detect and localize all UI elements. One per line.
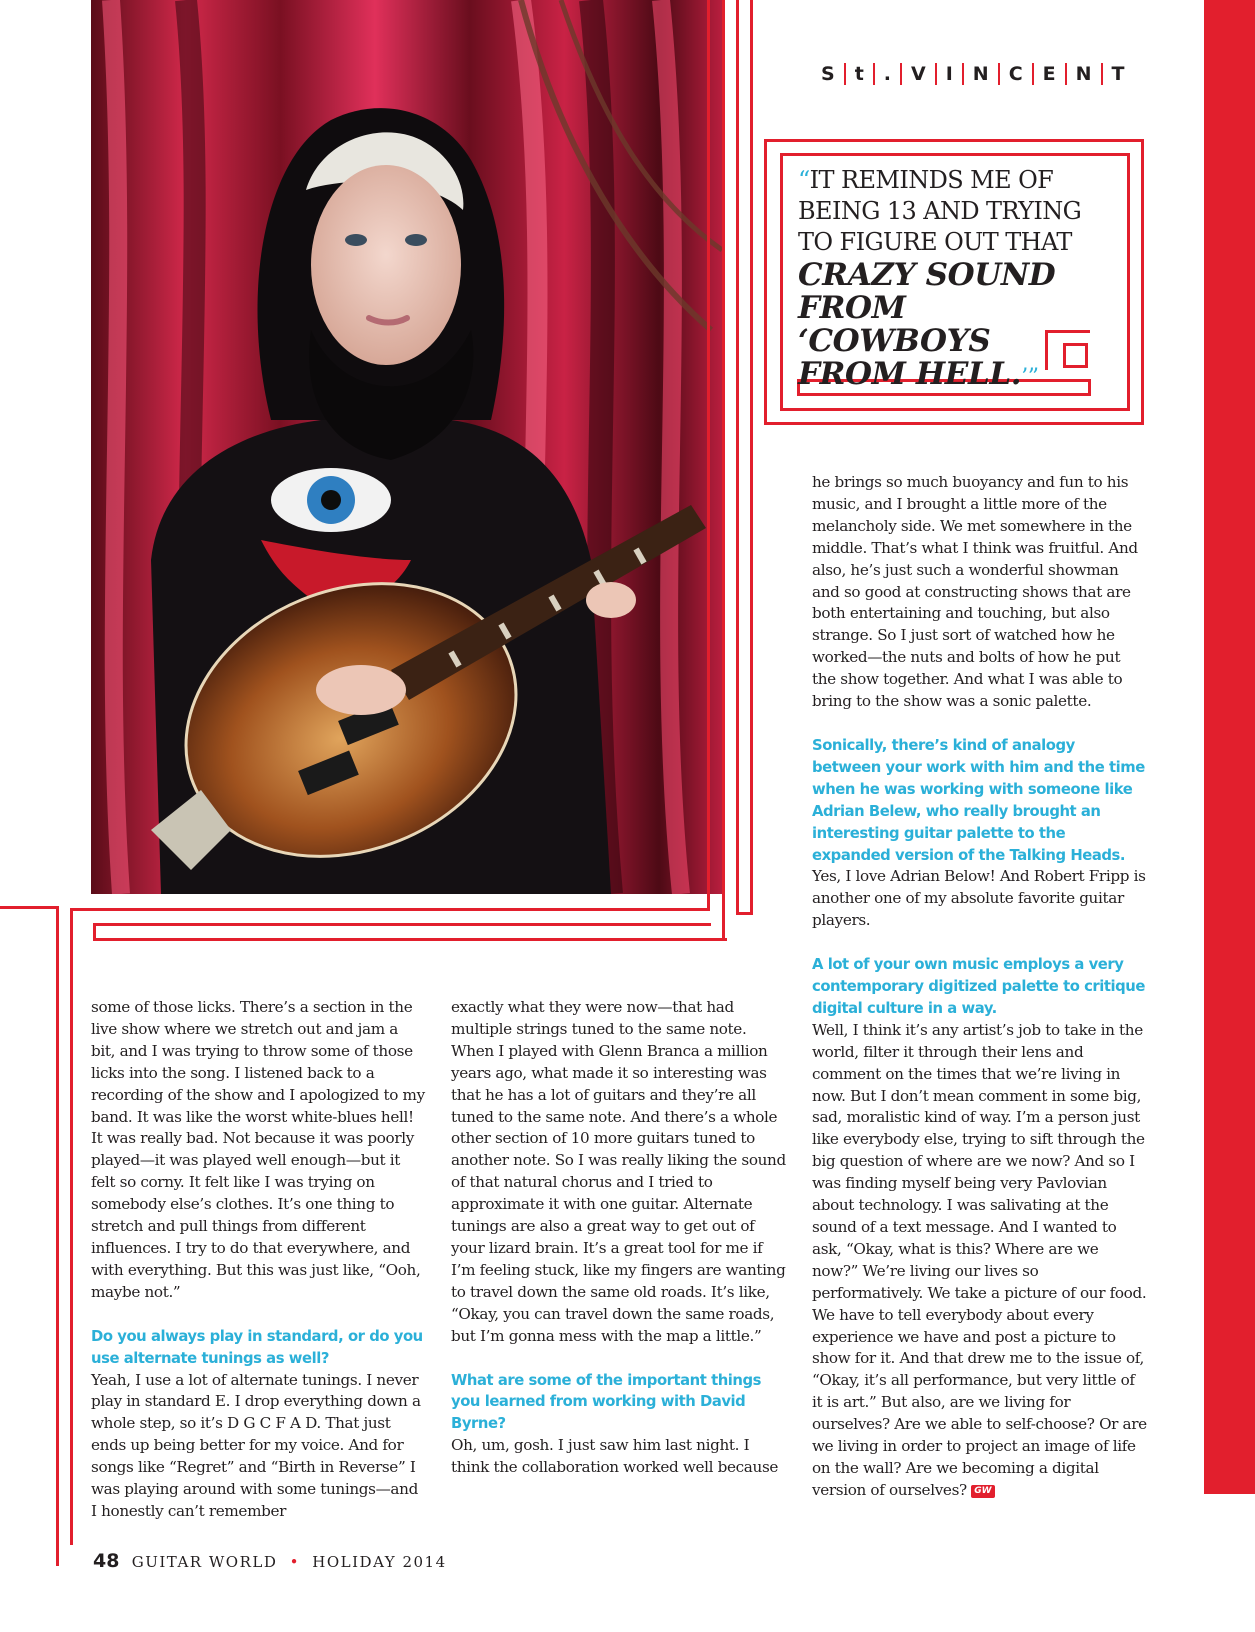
interview-answer: Oh, um, gosh. I just saw him last night. I think the collaboration worked well because [451,1436,779,1477]
rule-line [780,153,1130,156]
rule-line [764,422,1144,425]
artist-photo [91,0,722,894]
page-number: 48 [93,1550,120,1572]
answer-text: Well, I think it’s any artist’s job to take in the world, filter it through their lens and comment on the times that we’re living in now. But I don’t mean comment in some big, sad, moralistic kind of way. I’m a person just like everybody else, trying to sift through the big question of where are we now? And so I was finding myself being very Pavlovian about technology. I was salivating at the sound of a text message. And I wanted to ask, “Okay, what is this? Where are we now?” We’re living our lives so performatively. We take a picture of our food. We have to tell everybody about every experience we have and post a picture to show for it. And that drew me to the issue of, “Okay, it’s all performance, but very little of it is art.” But also, are we living for ourselves? Are we able to self-choose? Or are we living in order to project an image of life on the wall? Are we becoming a digital version of ourselves? [812,1020,1147,1499]
issue-date: HOLIDAY 2014 [312,1553,447,1571]
page-footer [93,1550,447,1572]
pull-quote-lead [798,166,1081,256]
masthead-letter: N [1075,63,1092,85]
pull-quote [798,166,1108,394]
masthead-letter: I [945,63,953,85]
rule-line [780,408,1130,411]
interview-question: Sonically, there’s kind of analogy between your work with him and the time when he was working with someone like Adrian Belew, who really brought an interesting guitar palette to the expanded version of the Talking Heads. [812,736,1145,864]
masthead-letter: T [1111,63,1125,85]
rule-line [93,938,727,941]
interview-question: Do you always play in standard, or do you use alternate tunings as well? [91,1327,423,1367]
rule-line [750,0,753,915]
interview-answer: Yeah, I use a lot of alternate tunings. I never play in standard E. I drop everything down a whole step, so it’s D G C F A D. That just ends up being better for my voice. And for songs like “Regret” and “Birth in Reverse” I was playing around with some tunings—and I honestly can’t remember [91,1370,421,1520]
paragraph: some of those licks. There’s a section in the live show where we stretch out and jam a bit, and I was trying to throw some of those licks into the song. I listened back to a recording of the show and I apologized to my band. It was like the worst white-blues hell! It was really bad. Not because it was poorly played—it was played well enough—but it felt so corny. It felt like I was trying on somebody else’s clothes. It’s one thing to stretch and pull things from different influences. I try to do that everywhere, and with everything. But this was just like, “Ooh, maybe not.” [91,998,425,1301]
interview-answer: Yes, I love Adrian Below! And Robert Fripp is another one of my absolute favorite guitar players. [812,867,1146,930]
rule-line [93,923,711,926]
close-quote-mark: ’” [1021,365,1039,390]
pull-quote-emphasis-text: CRAZY SOUND FROM ‘COWBOYS FROM HELL. [798,257,1056,392]
rule-line [764,139,767,425]
rule-line [707,880,710,911]
rule-line [70,908,710,911]
masthead-letter: V [911,63,926,85]
footer-separator: • [289,1553,300,1571]
rule-line [0,906,59,909]
rule-line [1127,153,1130,411]
end-mark-badge: GW [971,1485,994,1498]
article-column-2 [451,997,786,1479]
red-edge-band [1204,0,1255,1494]
rule-line [722,0,725,941]
masthead-letter: . [883,63,891,85]
rule-line [70,908,73,1545]
pull-quote-emphasis [798,259,1108,394]
masthead-letter: S [821,63,835,85]
rule-line [764,139,1144,142]
masthead [812,60,1134,88]
rule-line [56,906,59,1566]
paragraph: he brings so much buoyancy and fun to his music, and I brought a little more of the melancholy side. We met somewhere in the middle. That’s what I think was fruitful. And also, he’s just such a wonderful showman and so good at constructing shows that are both entertaining and touching, but also strange. So I just sort of watched how he worked—the nuts and bolts of how he put the show together. And what I was able to bring to the show was a sonic palette. [812,473,1138,711]
interview-question: What are some of the important things you learned from working with David Byrne? [451,1371,761,1433]
paragraph: exactly what they were now—that had multiple strings tuned to the same note. When I played with Glenn Branca a million years ago, what made it so interesting was that he has a lot of guitars and they’re all tuned to the same note. And there’s a whole other section of 10 more guitars tuned to another note. So I was really liking the sound of that natural chorus and I tried to approximate it with one guitar. Alternate tunings are also a great way to get out of your lizard brain. It’s a great tool for me if I’m feeling stuck, like my fingers are wanting to travel down the same old roads. It’s like, “Okay, you can travel down the same roads, but I’m gonna mess with the map a little.” [451,998,786,1345]
rule-line [707,0,710,880]
article-column-3 [812,472,1147,1502]
rule-line [1141,139,1144,425]
open-quote-mark: “ [798,166,810,194]
rule-line [736,0,739,915]
pull-quote-lead-text: IT REMINDS ME OF BEING 13 AND TRYING TO FIGURE OUT THAT [798,166,1082,256]
masthead-letter: C [1008,63,1023,85]
interview-question: A lot of your own music employs a very contemporary digitized palette to critique digital culture in a way. [812,956,1145,1017]
interview-answer [812,1020,1147,1502]
article-column-1 [91,997,426,1523]
masthead-letter: N [972,63,989,85]
masthead-letter: t [854,63,864,85]
magazine-name: GUITAR WORLD [131,1553,278,1571]
rule-line [780,153,783,411]
masthead-letter: E [1042,63,1056,85]
